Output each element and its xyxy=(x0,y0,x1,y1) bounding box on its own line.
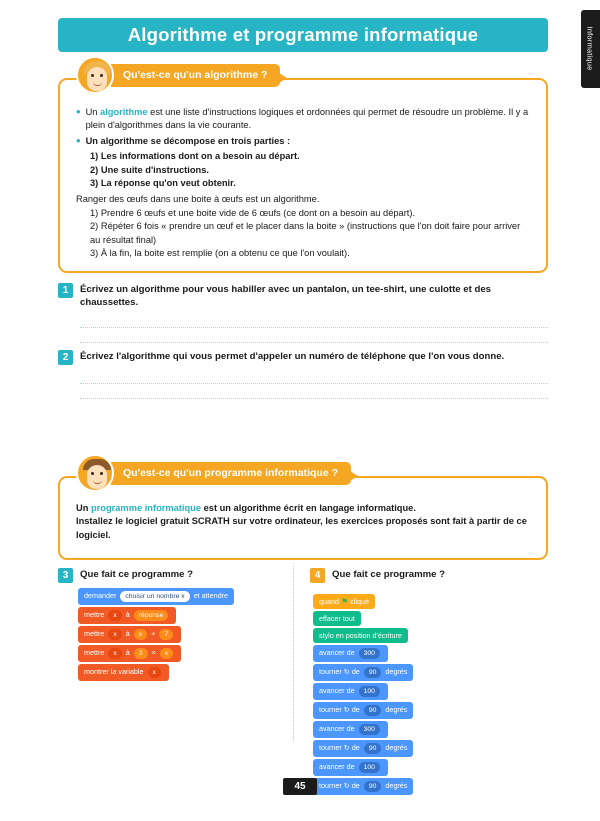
exercise-1-text: Écrivez un algorithme pour vous habiller avec un pantalon, un tee-shirt, une culotte et des chaussettes. xyxy=(80,284,492,308)
scratch-block-part: 300 xyxy=(359,724,380,735)
answer-line[interactable] xyxy=(80,384,548,399)
answer-line[interactable] xyxy=(80,313,548,328)
exercise-4 xyxy=(310,568,548,583)
scratch-block[interactable] xyxy=(78,645,181,662)
scratch-block[interactable] xyxy=(313,759,388,776)
scratch-block-part: tourner xyxy=(319,781,342,790)
scratch-block-part: 90 xyxy=(364,781,382,792)
scratch-block-part: cliqué xyxy=(350,597,369,606)
scratch-block-part: quand xyxy=(319,597,339,606)
scratch-block-part: mettre xyxy=(84,610,105,619)
lesson1-example-step-1: 1) Prendre 6 œufs et une boite vide de 6 œufs (ce dont on a besoin au départ). xyxy=(90,207,416,218)
scratch-block[interactable] xyxy=(313,740,413,757)
lesson1-part-3: 3) La réponse qu'on veut obtenir. xyxy=(90,178,236,189)
scratch-block-part: 300 xyxy=(359,648,380,659)
lesson1-example-step-2: 2) Répéter 6 fois « prendre un œuf et le placer dans la boite » (instructions que l'on doit faire pour arriver au résultat final) xyxy=(90,221,521,245)
exercise-2 xyxy=(58,350,548,399)
lesson1-part-1: 1) Les informations dont on a besoin au départ. xyxy=(90,151,300,162)
scratch-block[interactable] xyxy=(313,645,388,662)
scratch-block-part: 90 xyxy=(364,667,382,678)
scratch-block-part: réponse xyxy=(134,610,169,621)
lesson2-line-2: Installez le logiciel gratuit SCRATH sur votre ordinateur, les exercices proposés sont fait à partir de ce logiciel. xyxy=(76,516,527,540)
scratch-block[interactable] xyxy=(313,611,361,626)
lesson1-point-2: Un algorithme se décompose en trois parties : xyxy=(85,135,291,146)
scratch-block-part: degrés xyxy=(385,667,408,676)
scratch-block-part: mettre xyxy=(84,648,105,657)
scratch-block-part: avancer de xyxy=(319,648,355,657)
scratch-block[interactable] xyxy=(78,607,176,624)
scratch-block-part: ↻ xyxy=(343,743,350,752)
scratch-block[interactable] xyxy=(78,588,234,605)
scratch-block-part: de xyxy=(351,705,360,714)
scratch-block-part: montrer la variable xyxy=(84,667,144,676)
scratch-block-part: avancer de xyxy=(319,762,355,771)
column-divider xyxy=(293,566,294,741)
scratch-block-part: à xyxy=(125,610,130,619)
scratch-block-part: mettre xyxy=(84,629,105,638)
scratch-block-part: degrés xyxy=(385,743,408,752)
scratch-block-part: x xyxy=(108,610,121,621)
section-tab xyxy=(581,10,600,88)
answer-line[interactable] xyxy=(80,369,548,384)
scratch-program-4 xyxy=(313,594,413,797)
scratch-block-part: × xyxy=(151,648,156,657)
scratch-block-part: à xyxy=(125,629,130,638)
scratch-block-part: 7 xyxy=(159,629,173,640)
exercise-2-text: Écrivez l'algorithme qui vous permet d'appeler un numéro de téléphone que l'on vous donne. xyxy=(80,351,505,362)
scratch-block[interactable] xyxy=(313,628,408,643)
lesson-box-programme xyxy=(58,466,548,560)
lesson1-example-intro: Ranger des œufs dans une boite à œufs est un algorithme. xyxy=(76,194,320,205)
exercise-4-number: 4 xyxy=(310,568,325,583)
scratch-block-part: choisir un nombre x xyxy=(120,591,189,602)
scratch-block-part: tourner xyxy=(319,667,342,676)
exercise-2-number: 2 xyxy=(58,350,73,365)
character-avatar-icon xyxy=(76,56,114,94)
scratch-block-part: et attendre xyxy=(193,591,229,600)
scratch-block-part: 90 xyxy=(364,705,382,716)
scratch-block-part: de xyxy=(351,743,360,752)
scratch-block[interactable] xyxy=(313,721,388,738)
exercise-4-text: Que fait ce programme ? xyxy=(332,569,446,580)
scratch-block[interactable] xyxy=(313,594,375,609)
lesson1-example-step-3: 3) À la fin, la boite est remplie (on a obtenu ce que l'on voulait). xyxy=(90,248,350,259)
lesson1-body xyxy=(60,80,546,270)
scratch-block-part: x xyxy=(148,667,161,678)
lesson2-question: Qu'est-ce qu'un programme informatique ? xyxy=(107,462,351,485)
scratch-block-part: 90 xyxy=(364,743,382,754)
scratch-block[interactable] xyxy=(78,664,169,681)
scratch-block[interactable] xyxy=(78,626,181,643)
scratch-block-part: ↻ xyxy=(343,705,350,714)
scratch-block-part: à xyxy=(125,648,130,657)
scratch-block[interactable] xyxy=(313,778,413,795)
scratch-block-part: + xyxy=(151,629,156,638)
scratch-block-part: x xyxy=(108,648,121,659)
exercise-1-number: 1 xyxy=(58,283,73,298)
scratch-block-part: stylo en position d'écriture xyxy=(319,631,402,640)
lesson1-part-2: 2) Une suite d'instructions. xyxy=(90,164,209,175)
scratch-block-part: ↻ xyxy=(343,781,350,790)
scratch-block-part: degrés xyxy=(385,781,408,790)
answer-line[interactable] xyxy=(80,328,548,343)
section-tab-label: Informatique xyxy=(585,26,595,71)
scratch-block-part: degrés xyxy=(385,705,408,714)
scratch-block-part: demander xyxy=(84,591,117,600)
scratch-block-part: x xyxy=(134,629,147,640)
bullet-icon: • xyxy=(76,132,81,148)
scratch-block-part: x xyxy=(108,629,121,640)
lesson1-header xyxy=(76,56,280,94)
scratch-block[interactable] xyxy=(313,702,413,719)
exercise-3-text: Que fait ce programme ? xyxy=(80,569,194,580)
scratch-block-part: tourner xyxy=(319,705,342,714)
scratch-block-part: avancer de xyxy=(319,686,355,695)
scratch-block-part: 100 xyxy=(359,762,380,773)
scratch-block-part: effacer tout xyxy=(319,614,355,623)
scratch-block-part: 100 xyxy=(359,686,380,697)
lesson1-point-1: Un algorithme est une liste d'instructions logiques et ordonnées qui permet de résoudre un problème. Il y a plein d'algorithmes dans la vie courante. xyxy=(85,107,529,131)
page-title: Algorithme et programme informatique xyxy=(127,24,479,45)
scratch-block[interactable] xyxy=(313,664,413,681)
scratch-block-part: 3 xyxy=(134,648,148,659)
lesson-box-algorithme xyxy=(58,68,548,273)
green-flag-icon: ⚑ xyxy=(341,597,349,606)
lesson2-header xyxy=(76,454,351,492)
exercise-3 xyxy=(58,568,288,583)
bullet-icon: • xyxy=(76,104,81,119)
lesson2-line-1: Un programme informatique est un algorithme écrit en langage informatique. xyxy=(76,503,416,513)
exercise-1 xyxy=(58,283,548,343)
scratch-block-part: avancer de xyxy=(319,724,355,733)
scratch-block-part: de xyxy=(351,781,360,790)
exercise-3-number: 3 xyxy=(58,568,73,583)
scratch-block[interactable] xyxy=(313,683,388,700)
scratch-block-part: de xyxy=(351,667,360,676)
lesson1-question: Qu'est-ce qu'un algorithme ? xyxy=(107,64,280,87)
character-avatar-icon xyxy=(76,454,114,492)
scratch-block-part: x xyxy=(160,648,173,659)
scratch-program-3 xyxy=(78,588,234,683)
scratch-block-part: tourner xyxy=(319,743,342,752)
page-number: 45 xyxy=(283,778,317,795)
page-title-bar xyxy=(58,18,548,52)
scratch-block-part: ↻ xyxy=(343,667,350,676)
